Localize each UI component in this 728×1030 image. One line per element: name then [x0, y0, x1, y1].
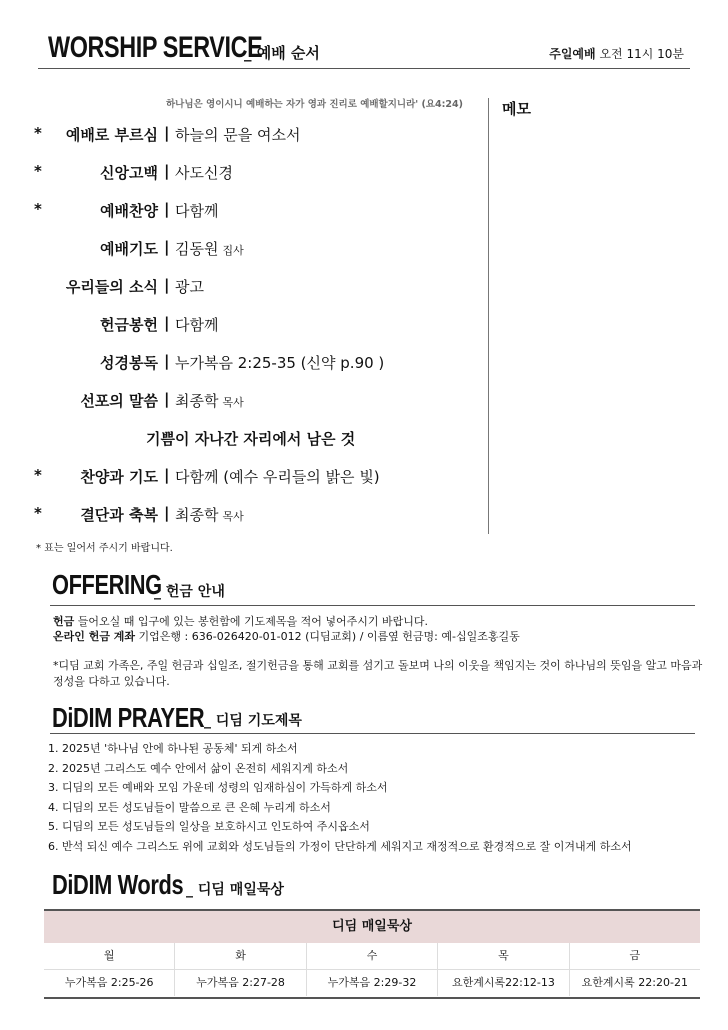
table-header-row	[44, 943, 700, 970]
list-item: 1. 2025년 '하나님 안에 하나된 공동체' 되게 하소서	[48, 742, 298, 755]
service-time-label: 주일예배	[549, 47, 596, 61]
table-cell: 누가복음 2:29-32	[307, 970, 438, 996]
order-separator: |	[164, 200, 170, 218]
order-item	[0, 390, 480, 412]
order-label: 신앙고백	[100, 164, 158, 182]
offering-title: OFFERING	[52, 569, 162, 600]
order-value: 최종학 목사	[175, 506, 244, 524]
stand-marker: *	[34, 124, 42, 142]
order-label: 예배찬양	[100, 202, 158, 220]
order-separator: |	[164, 124, 170, 142]
order-value: 김동원 집사	[175, 240, 244, 258]
sermon-title: 기쁨이 자나간 자리에서 남은 것	[146, 430, 356, 448]
order-separator: |	[164, 352, 170, 370]
stand-marker: *	[34, 466, 42, 484]
prayer-subtitle: _ 디딤 기도제목	[204, 713, 302, 729]
order-role: 집사	[222, 244, 244, 257]
scripture-verse: 하나님은 영이시니 예배하는 자가 영과 진리로 예배할지니라' (요4:24)	[166, 99, 463, 110]
order-label: 예배로 부르심	[65, 126, 158, 144]
order-label: 결단과 축복	[80, 506, 158, 524]
service-time-value: 오전 11시 10분	[599, 47, 684, 61]
page-subtitle: _ 예배 순서	[244, 44, 320, 62]
list-item: 3. 디딤의 모든 예배와 모임 가운데 성령의 임재하심이 가득하게 하소서	[48, 781, 388, 794]
table-header-cell: 화	[175, 943, 306, 969]
order-item	[0, 162, 480, 184]
offering-divider	[50, 605, 695, 606]
stand-marker: *	[34, 200, 42, 218]
offering-info	[53, 614, 708, 644]
service-time	[549, 45, 684, 62]
stand-marker: *	[34, 162, 42, 180]
order-separator: |	[164, 276, 170, 294]
order-item	[0, 466, 480, 488]
order-item	[0, 238, 480, 260]
table-row	[44, 970, 700, 996]
list-item: 6. 반석 되신 예수 그리스도 위에 교회와 성도님들의 가정이 단단하게 세워지고 재정적으로 환경적으로 잘 이겨내게 하소서	[48, 839, 632, 853]
order-separator: |	[164, 314, 170, 332]
page-title: WORSHIP SERVICE	[48, 31, 263, 64]
order-value: 다함께	[175, 316, 219, 334]
words-subtitle: _ 디딤 매일묵상	[186, 882, 284, 898]
order-item	[0, 352, 480, 374]
table-cell: 누가복음 2:25-26	[44, 970, 175, 996]
order-label: 선포의 말씀	[80, 392, 158, 410]
order-separator: |	[164, 238, 170, 256]
order-value: 광고	[175, 278, 204, 296]
order-value: 누가복음 2:25-35 (신약 p.90 )	[175, 354, 385, 372]
order-item	[0, 276, 480, 298]
order-separator: |	[164, 390, 170, 408]
order-value: 다함께 (예수 우리들의 밝은 빛)	[175, 468, 380, 486]
account-info: 기업은행 : 636-026420-01-012 (디딤교회) / 이름옆 헌금명: 예-십일조홍길동	[135, 630, 520, 643]
prayer-divider	[50, 733, 695, 734]
order-item	[0, 124, 480, 146]
order-role: 목사	[222, 396, 244, 409]
order-value: 사도신경	[175, 164, 233, 182]
list-item: 2. 2025년 그리스도 예수 안에서 삶이 온전히 세워지게 하소서	[48, 761, 349, 775]
order-role: 목사	[222, 510, 244, 523]
order-label: 찬양과 기도	[80, 468, 158, 486]
devotion-table	[44, 909, 700, 999]
order-label: 헌금봉헌	[100, 316, 158, 334]
order-label: 예배기도	[100, 240, 158, 258]
offering-label: 헌금	[53, 615, 75, 628]
table-cell: 누가복음 2:27-28	[175, 970, 306, 996]
order-label: 성경봉독	[100, 354, 158, 372]
table-header-cell: 목	[438, 943, 569, 969]
order-value: 하늘의 문을 여소서	[175, 126, 301, 144]
words-title: DiDIM Words	[52, 869, 184, 900]
order-item	[0, 200, 480, 222]
table-header-cell: 금	[629, 949, 641, 962]
order-value: 다함께	[175, 202, 219, 220]
order-separator: |	[164, 162, 170, 180]
prayer-list	[48, 739, 718, 856]
order-item	[0, 314, 480, 336]
prayer-title: DiDIM PRAYER	[52, 702, 205, 733]
account-label: 온라인 헌금 계좌	[53, 630, 136, 643]
offering-instruction: 들어오실 때 입구에 있는 봉헌함에 기도제목을 적어 넣어주시기 바랍니다.	[74, 615, 429, 628]
order-item	[0, 504, 480, 526]
list-item: 5. 디딤의 모든 성도님들의 일상을 보호하시고 인도하여 주시옵소서	[48, 820, 370, 833]
table-header-cell: 월	[44, 943, 175, 969]
table-cell: 요한계시록22:12-13	[438, 970, 569, 996]
table-cell: 요한계시록 22:20-21	[581, 976, 688, 989]
offering-note: *디딤 교회 가족은, 주일 헌금과 십일조, 절기헌금을 통해 교회를 섬기고 돌보며 나의 이웃을 책임지는 것이 하나님의 뜻임을 알고 마음과 정성을 다하고 있습니다.	[53, 659, 703, 688]
memo-heading: 메모	[502, 100, 531, 118]
order-separator: |	[164, 466, 170, 484]
table-header-cell: 수	[307, 943, 438, 969]
memo-divider	[488, 98, 489, 534]
stand-note: * 표는 일어서 주시기 바랍니다.	[36, 543, 173, 554]
header-divider	[38, 68, 690, 69]
order-separator: |	[164, 504, 170, 522]
list-item: 4. 디딤의 모든 성도님들이 말씀으로 큰 은혜 누리게 하소서	[48, 800, 331, 814]
stand-marker: *	[34, 504, 42, 522]
order-value: 최종학 목사	[175, 392, 244, 410]
order-label: 우리들의 소식	[65, 278, 158, 296]
offering-subtitle: _ 헌금 안내	[154, 584, 225, 600]
table-title: 디딤 매일묵상	[44, 911, 700, 943]
